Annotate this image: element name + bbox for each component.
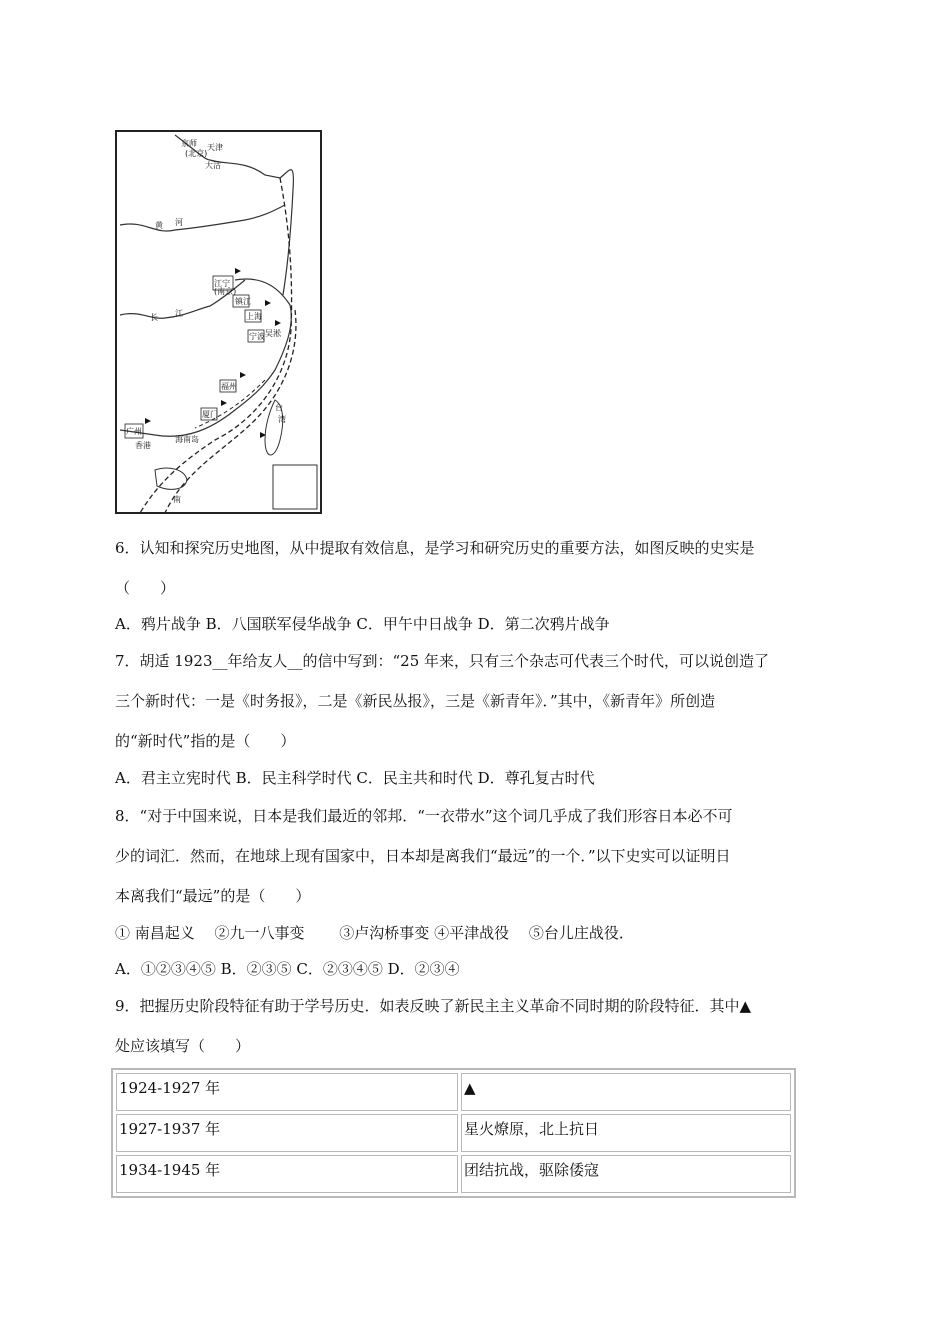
map-label: 镇江 — [235, 297, 251, 306]
map-label: 海南岛 — [175, 435, 199, 444]
map-label: 江 — [175, 309, 183, 318]
feature-cell: ▲ — [461, 1073, 791, 1111]
map-label: 江宁 — [214, 279, 230, 288]
q7-line-2: 三个新时代：一是《时务报》，二是《新民丛报》，三是《新青年》．”其中，《新青年》所创造 — [115, 692, 716, 710]
table-row — [116, 1155, 791, 1193]
period-cell: 1927-1937 年 — [116, 1114, 458, 1152]
q7-options: A．君主立宪时代 B．民主科学时代 C．民主共和时代 D．尊孔复古时代 — [115, 769, 595, 787]
q9-table — [111, 1068, 796, 1198]
q8-line-1: 8．“对于中国来说，日本是我们最近的邻邦．“一衣带水”这个词几乎成了我们形容日本必不可 — [115, 807, 733, 825]
map-label: 河 — [175, 218, 183, 227]
q8-items: ① 南昌起义 ②九一八事变 ③卢沟桥事变 ④平津战役 ⑤台儿庄战役． — [115, 924, 634, 942]
q9-line-1: 9．把握历史阶段特征有助于学号历史．如表反映了新民主主义革命不同时期的阶段特征．其中▲ — [115, 997, 752, 1015]
q9-line-2: 处应该填写（ ） — [115, 1037, 251, 1055]
q7-line-3: 的“新时代”指的是（ ） — [115, 732, 296, 750]
q6-options: A．鸦片战争 B．八国联军侵华战争 C．甲午中日战争 D．第二次鸦片战争 — [115, 615, 610, 633]
table-row — [116, 1114, 791, 1152]
map-label: 黄 — [155, 221, 163, 230]
map-label: 台 — [275, 403, 283, 412]
map-label: 香港 — [135, 441, 151, 450]
map-label: 厦门 — [202, 410, 218, 419]
q8-options: A．①②③④⑤ B．②③⑤ C．②③④⑤ D．②③④ — [115, 960, 460, 978]
map-label: 吴淞 — [265, 329, 281, 338]
map-label: 福州 — [221, 382, 237, 391]
historical-map — [115, 130, 322, 514]
period-cell: 1934-1945 年 — [116, 1155, 458, 1193]
q8-line-3: 本离我们“最远”的是（ ） — [115, 887, 311, 905]
map-label: 上海 — [246, 312, 262, 321]
period-cell: 1924-1927 年 — [116, 1073, 458, 1111]
map-label: 长 — [150, 313, 158, 322]
q6-paren: （ ） — [115, 579, 176, 597]
feature-cell: 团结抗战，驱除倭寇 — [461, 1155, 791, 1193]
table-row — [116, 1073, 791, 1111]
feature-cell: 星火燎原，北上抗日 — [461, 1114, 791, 1152]
map-label: 宁波 — [249, 332, 265, 341]
map-label: 京师 — [181, 139, 197, 148]
map-label: 广州 — [126, 427, 142, 436]
map-label: (南京) — [214, 287, 237, 296]
map-label: 南 — [173, 495, 181, 504]
q6-stem: 6．认知和探究历史地图，从中提取有效信息，是学习和研究历史的重要方法，如图反映的史实是 — [115, 539, 755, 557]
map-label: 天津 — [207, 143, 223, 152]
map-label: (北京) — [185, 149, 208, 158]
map-label: 大沽 — [205, 161, 221, 170]
map-label: 湾 — [278, 415, 286, 424]
q7-line-1: 7．胡适 1923__年给友人__的信中写到：“25 年来，只有三个杂志可代表三个时代，可以说创造了 — [115, 652, 770, 670]
q8-line-2: 少的词汇．然而，在地球上现有国家中，日本却是离我们“最远”的一个．”以下史实可以证明日 — [115, 847, 731, 865]
